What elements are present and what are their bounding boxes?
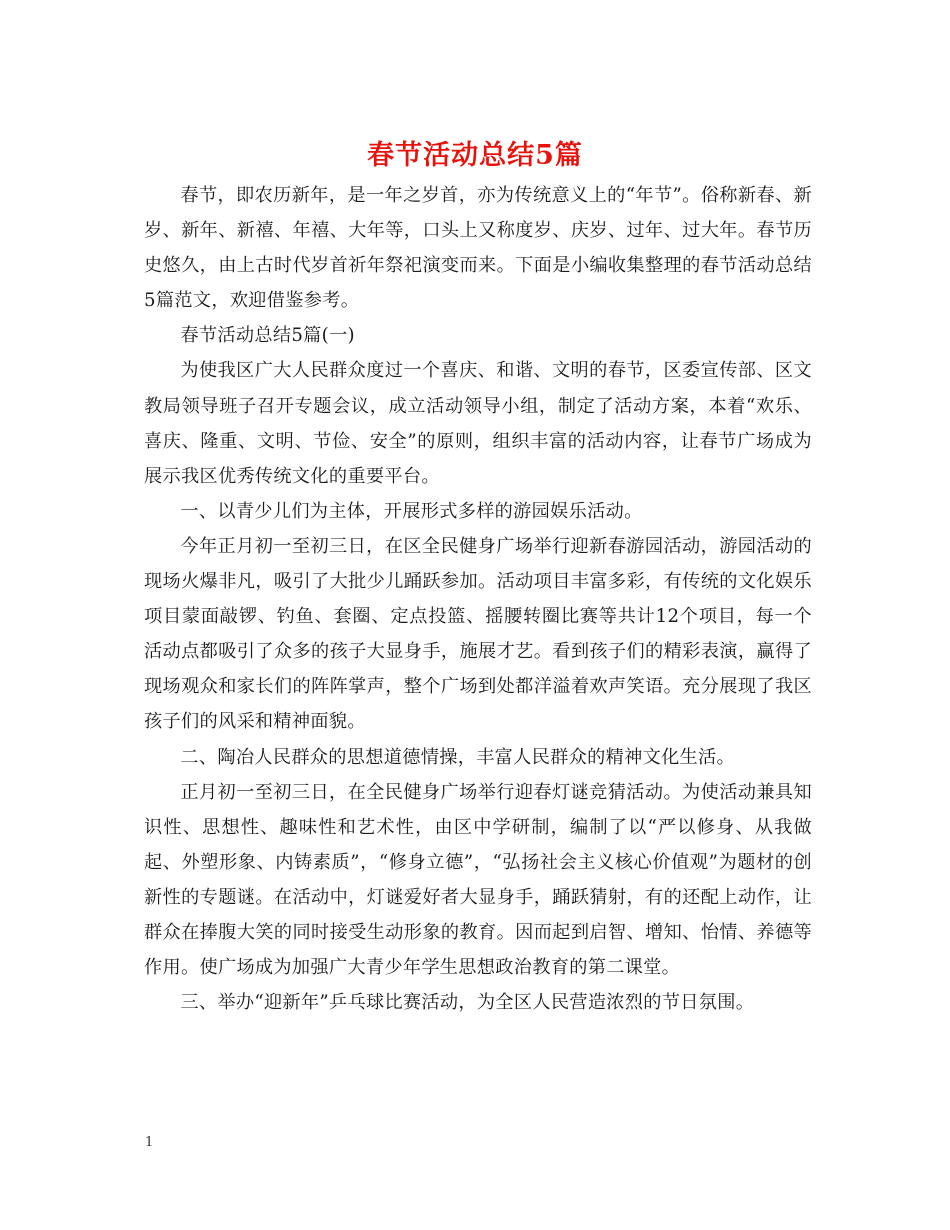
subheading-one: 一、以青少儿们为主体，开展形式多样的游园娱乐活动。 (180, 500, 643, 522)
document-body (144, 178, 812, 1020)
page-number: 1 (145, 1135, 154, 1150)
subheading-three: 三、举办“迎新年”乒乓球比赛活动，为全区人民营造浓烈的节日氛围。 (180, 992, 755, 1014)
section-heading-part-one: 春节活动总结5篇(一) (180, 325, 355, 347)
subheading-two: 二、陶冶人民群众的思想道德情操，丰富人民群众的精神文化生活。 (180, 746, 736, 768)
paragraph-garden-activity: 今年正月初一至初三日，在区全民健身广场举行迎新春游园活动，游园活动的现场火爆非凡，吸引了大批少儿踊跃参加。活动项目丰富多彩，有传统的文化娱乐项目蒙面敲锣、钓鱼、套圈、定点投篮、摇腰转圈比赛等共计12个项目，每一个活动点都吸引了众多的孩子大显身手，施展才艺。看到孩子们的精彩表演，赢得了现场观众和家长们的阵阵掌声，整个广场到处都洋溢着欢声笑语。充分展现了我区孩子们的风采和精神面貌。 (144, 535, 812, 733)
paragraph-lantern-riddles: 正月初一至初三日，在全民健身广场举行迎春灯谜竞猜活动。为使活动兼具知识性、思想性、趣味性和艺术性，由区中学研制，编制了以“严以修身、从我做起、外塑形象、内铸素质”，“修身立德”，“弘扬社会主义核心价值观”为题材的创新性的专题谜。在活动中，灯谜爱好者大显身手，踊跃猜射，有的还配上动作，让群众在捧腹大笑的同时接受生动形象的教育。因而起到启智、增知、怡情、养德等作用。使广场成为加强广大青少年学生思想政治教育的第二课堂。 (144, 781, 812, 979)
document-title: 春节活动总结5篇 (367, 140, 583, 171)
paragraph-overview: 为使我区广大人民群众度过一个喜庆、和谐、文明的春节，区委宣传部、区文教局领导班子召开专题会议，成立活动领导小组，制定了活动方案，本着“欢乐、喜庆、隆重、文明、节俭、安全”的原则，组织丰富的活动内容，让春节广场成为展示我区优秀传统文化的重要平台。 (144, 360, 812, 487)
paragraph-intro: 春节，即农历新年，是一年之岁首，亦为传统意义上的“年节”。俗称新春、新岁、新年、新禧、年禧、大年等，口头上又称度岁、庆岁、过年、过大年。春节历史悠久，由上古时代岁首祈年祭祀演变而来。下面是小编收集整理的春节活动总结5篇范文，欢迎借鉴参考。 (144, 185, 812, 312)
